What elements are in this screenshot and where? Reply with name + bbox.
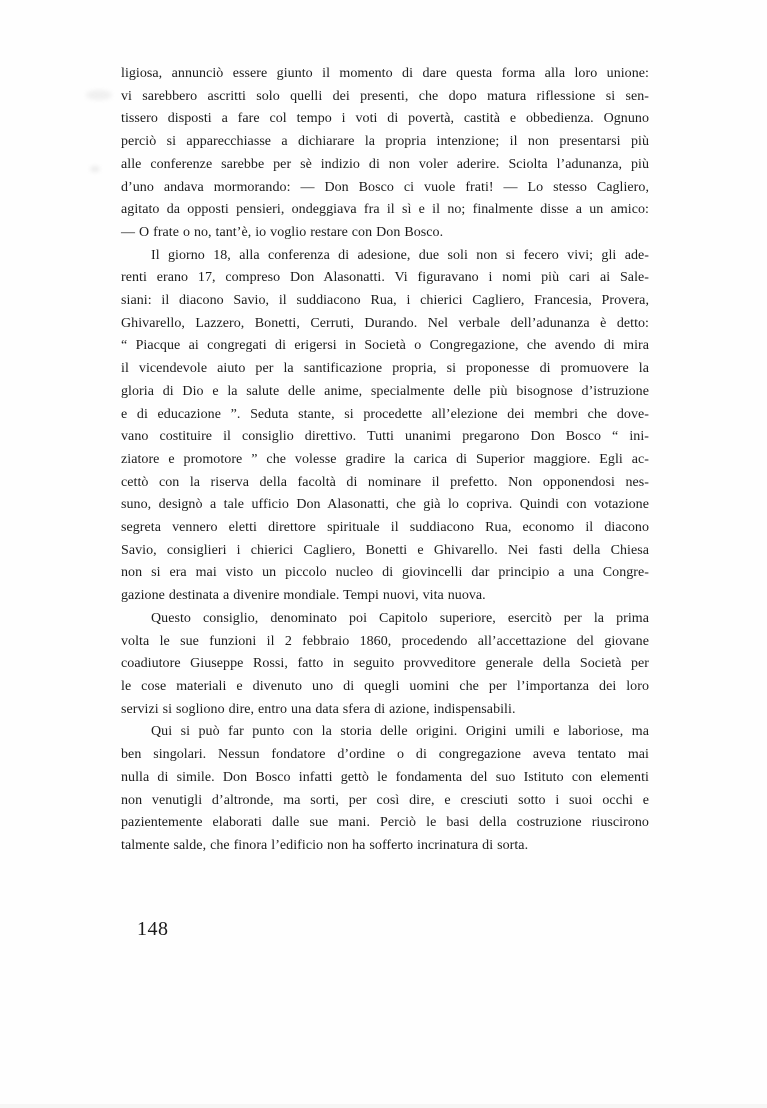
text-line: non si era mai visto un piccolo nucleo di giovincelli dar principio a una Congre- bbox=[121, 565, 649, 581]
text-line: pazientemente elaborati dalle sue mani. Perciò le basi della costruzione riuscirono bbox=[121, 815, 649, 831]
text-line: — O frate o no, tant’è, io voglio restare con Don Bosco. bbox=[121, 224, 444, 240]
text-line: Il giorno 18, alla conferenza di adesione, due soli non si fecero vivi; gli ade- bbox=[151, 247, 649, 263]
text-line: ben singolari. Nessun fondatore d’ordine o di congregazione aveva tentato mai bbox=[121, 747, 649, 763]
text-line: Savio, consiglieri i chierici Cagliero, Bonetti e Ghivarello. Nei fasti della Chiesa bbox=[121, 542, 649, 558]
page-text bbox=[121, 63, 649, 858]
text-line: Questo consiglio, denominato poi Capitolo superiore, esercitò per la prima bbox=[151, 610, 649, 626]
text-line: Qui si può far punto con la storia delle origini. Origini umili e laboriose, ma bbox=[151, 724, 649, 740]
paragraph bbox=[121, 608, 649, 722]
text-line: cettò con la riserva della facoltà di nominare il prefetto. Non opponendosi nes- bbox=[121, 474, 649, 490]
paragraph bbox=[121, 63, 649, 245]
text-line: ligiosa, annunciò essere giunto il momento di dare questa forma alla loro unione: bbox=[121, 66, 649, 81]
text-line: gazione destinata a divenire mondiale. Tempi nuovi, vita nuova. bbox=[121, 588, 486, 604]
text-line: ziatore e promotore ” che volesse gradire la carica di Superior maggiore. Egli ac- bbox=[121, 451, 649, 467]
text-line: perciò si apparecchiasse a dichiarare la propria intenzione; il non presentarsi più bbox=[121, 134, 649, 150]
paragraph bbox=[121, 245, 649, 608]
text-line: segreta vennero eletti direttore spirituale il suddiacono Rua, economo il diacono bbox=[121, 520, 649, 536]
scan-smudge bbox=[86, 90, 112, 100]
text-line: vano costituire il consiglio direttivo. Tutti unanimi pregarono Don Bosco “ ini- bbox=[121, 429, 649, 445]
text-line: Ghivarello, Lazzero, Bonetti, Cerruti, Durando. Nel verbale dell’adunanza è detto: bbox=[121, 315, 649, 331]
scan-bottom-edge bbox=[0, 1104, 767, 1108]
text-line: vi sarebbero ascritti solo quelli dei presenti, che dopo matura riflessione si sen- bbox=[121, 88, 649, 104]
page-number: 148 bbox=[137, 918, 169, 940]
text-line: gloria di Dio e la salute delle anime, specialmente delle più bisognose d’istruzione bbox=[121, 383, 649, 399]
text-line: nulla di simile. Don Bosco infatti gettò le fondamenta del suo Istituto con elementi bbox=[121, 769, 649, 785]
text-line: “ Piacque ai congregati di erigersi in Società o Congregazione, che avendo di mira bbox=[121, 338, 649, 354]
text-line: il vicendevole aiuto per la santificazione propria, si proponesse di promuovere la bbox=[121, 361, 649, 377]
text-line: coadiutore Giuseppe Rossi, fatto in seguito provveditore generale della Società per bbox=[121, 656, 649, 672]
text-line: siani: il diacono Savio, il suddiacono Rua, i chierici Cagliero, Francesia, Provera, bbox=[121, 293, 649, 309]
text-line: tissero disposti a fare col tempo i voti di povertà, castità e obbedienza. Ognuno bbox=[121, 111, 649, 127]
text-line: e di educazione ”. Seduta stante, si procedette all’elezione dei membri che dove- bbox=[121, 406, 649, 422]
text-line: le cose materiali e divenuto uno di quegli uomini che per l’importanza dei loro bbox=[121, 678, 649, 694]
text-line: alle conferenze sarebbe per sè indizio di non voler aderire. Sciolta l’adunanza, più bbox=[121, 156, 649, 172]
text-line: servizi si sogliono dire, entro una data sfera di azione, indispensabili. bbox=[121, 701, 516, 717]
text-line: talmente salde, che finora l’edificio non ha sofferto incrinatura di sorta. bbox=[121, 837, 529, 853]
paragraph bbox=[121, 721, 649, 857]
text-line: non venutigli d’altronde, ma sorti, per così dire, e cresciuti sotto i suoi occhi e bbox=[121, 792, 649, 808]
scan-smudge bbox=[90, 166, 100, 172]
text-line: volta le sue funzioni il 2 febbraio 1860, procedendo all’accettazione del giovane bbox=[121, 633, 649, 649]
text-line: agitato da opposti pensieri, ondeggiava fra il sì e il no; finalmente disse a un amico: bbox=[121, 202, 649, 218]
text-line: suno, designò a tale ufficio Don Alasonatti, che già lo copriva. Quindi con votazione bbox=[121, 497, 649, 513]
text-line: d’uno andava mormorando: — Don Bosco ci vuole frati! — Lo stesso Cagliero, bbox=[121, 179, 649, 195]
text-line: renti erano 17, compreso Don Alasonatti. Vi figuravano i nomi più cari ai Sale- bbox=[121, 270, 649, 286]
